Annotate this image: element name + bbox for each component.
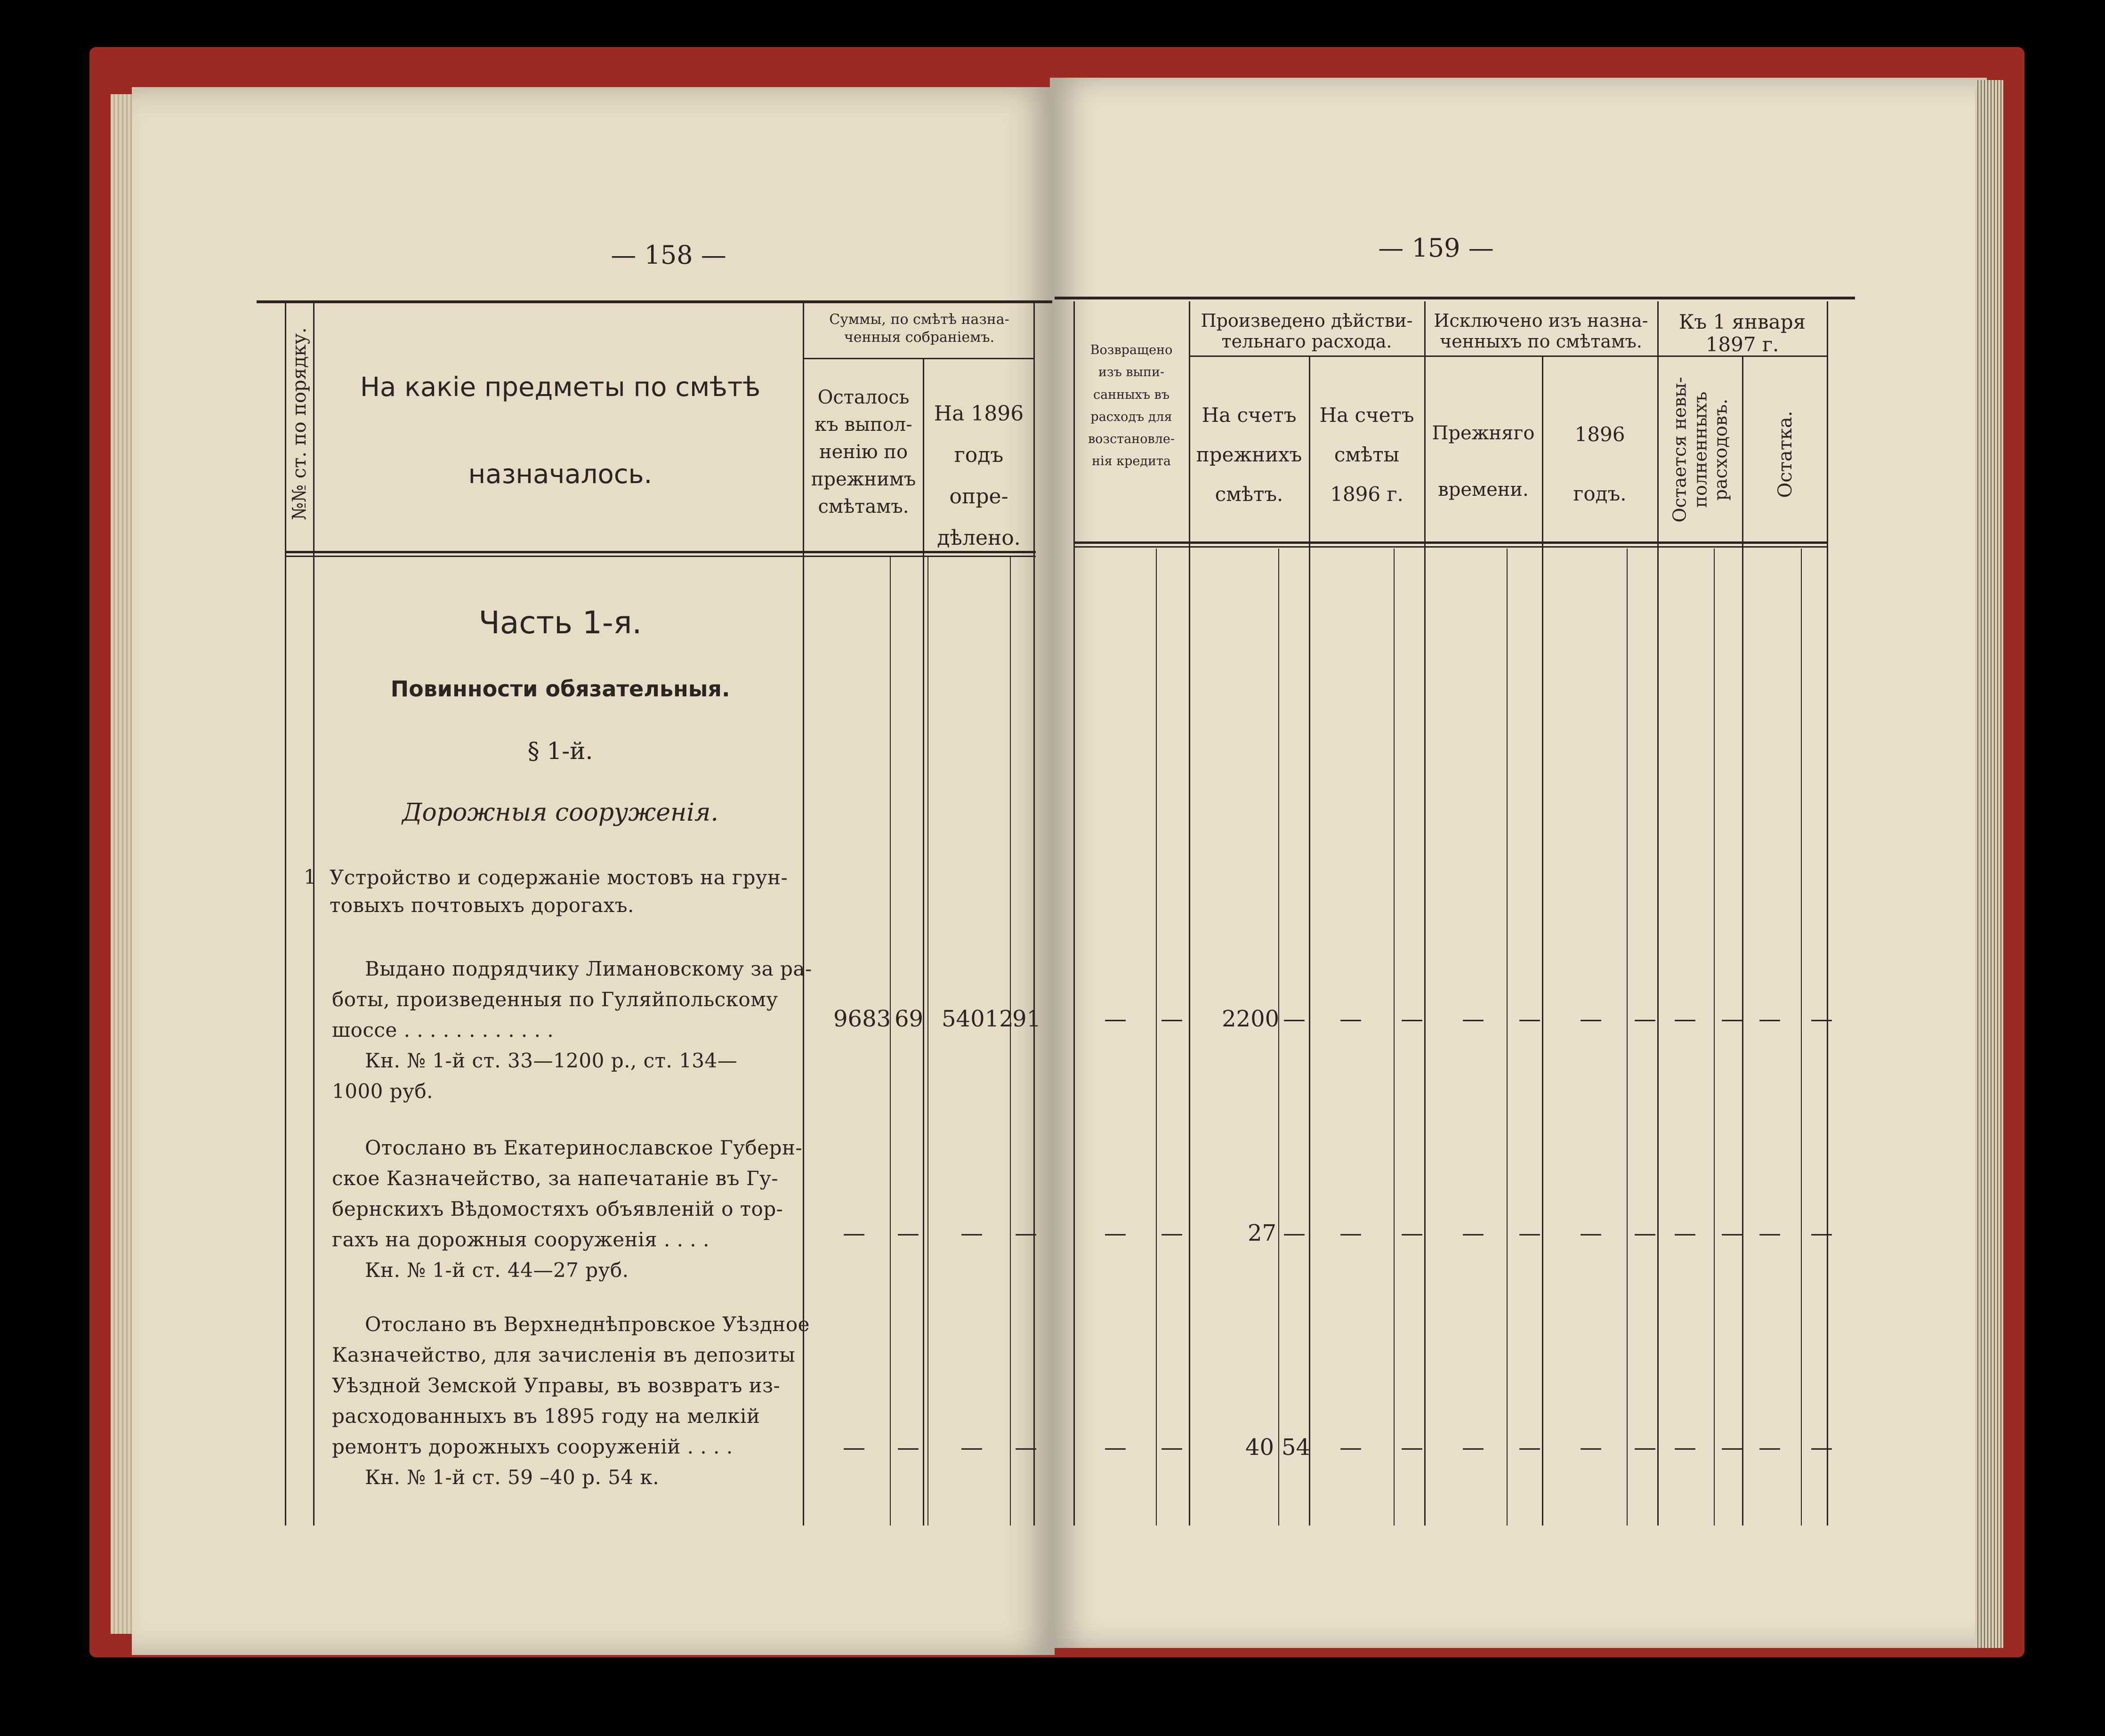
col-header-prev-time: Прежняго времени. (1432, 422, 1535, 501)
group-header-jan-1897: Къ 1 января 1897 г. (1678, 310, 1806, 356)
rest-cell: — (1634, 1434, 1656, 1461)
col-header-estimate-1896: На счетъ смѣты 1896 г. (1319, 404, 1414, 506)
rest-cell: — (1721, 1006, 1743, 1032)
returned-1: — (1104, 1006, 1127, 1032)
col-header-1896: На 1896 годъ опре- дѣлено. (934, 402, 1024, 550)
col-header-items-line2: назначалось. (468, 459, 653, 490)
remained-kop-2: — (897, 1220, 919, 1246)
rest-cell: — (1462, 1220, 1484, 1246)
rest-cell: — (1758, 1434, 1781, 1461)
group-header-sums: Суммы, по смѣтѣ назна- ченныя собраніемъ. (829, 311, 1009, 346)
rest-cell: — (1810, 1220, 1833, 1246)
rest-cell: — (1339, 1434, 1362, 1461)
year-kop-2: — (1015, 1220, 1037, 1246)
table-top-rule-left (257, 300, 1052, 303)
rest-cell: — (1634, 1220, 1656, 1246)
returned-kop-2: — (1161, 1220, 1183, 1246)
returned-kop-3: — (1161, 1434, 1183, 1461)
remained-rub-1: 9683 (833, 1006, 891, 1032)
rest-cell: — (1462, 1434, 1484, 1461)
paragraph-sign: § 1-й. (527, 737, 593, 765)
rest-cell: — (1580, 1220, 1602, 1246)
rest-cell: — (1518, 1434, 1541, 1461)
row-number: 1 (304, 865, 316, 888)
returned-2: — (1104, 1220, 1127, 1246)
col-header-balance: Остатка. (1774, 411, 1796, 498)
prev-rub-2: 27 (1248, 1220, 1277, 1246)
prev-rub-1: 2200 (1222, 1006, 1280, 1032)
remained-rub-2: — (843, 1220, 865, 1246)
entry-2: Отослано въ Екатеринославское Губерн- ское Казначейство, за напечатаніе въ Гу- бернскихъ Вѣдомостяхъ объявленій о тор- гахъ на дорожныя сооруженія . . . . Кн. № 1-й ст. 44—27 руб. (332, 1136, 803, 1282)
year-rub-3: — (960, 1434, 983, 1461)
rest-cell: — (1721, 1220, 1743, 1246)
rest-cell: — (1634, 1006, 1656, 1032)
rest-cell: — (1580, 1434, 1602, 1461)
page-number-left: — 158 — (611, 240, 726, 270)
rest-cell: — (1580, 1006, 1602, 1032)
entry-3: Отослано въ Верхнеднѣпровское Уѣздное Казначейство, для зачисленія въ депозиты Уѣздной Земской Управы, въ возвратъ из- расходованныхъ въ 1895 году на мелкій ремонтъ дорожныхъ сооруженій . . . . Кн. № 1-й ст. 59 –40 р. 54 к. (332, 1313, 810, 1489)
year-rub-1: 54012 (942, 1006, 1014, 1032)
col-header-returned: Возвращено изъ выпи- санныхъ въ расходъ для возстановле- нія кредита (1088, 343, 1175, 469)
prev-rub-3: 40 (1245, 1434, 1274, 1461)
rest-cell: — (1401, 1220, 1423, 1246)
remained-kop-1: 69 (895, 1006, 924, 1032)
year-kop-1: 91 (1012, 1006, 1041, 1032)
rest-cell: — (1758, 1220, 1781, 1246)
rest-cell: — (1674, 1220, 1696, 1246)
section-title: Повинности обязательныя. (390, 676, 730, 702)
page-number-right: — 159 — (1378, 233, 1494, 263)
group-header-spent: Произведено дѣйстви- тельнаго расхода. (1201, 310, 1413, 352)
group-header-excluded: Исключено изъ назна- ченныхъ по смѣтамъ. (1434, 310, 1648, 352)
rest-cell: — (1758, 1006, 1781, 1032)
col-header-items-line1: На какіе предметы по смѣтѣ (360, 372, 761, 403)
rest-cell: — (1462, 1006, 1484, 1032)
rest-cell: — (1518, 1006, 1541, 1032)
entry-1: Выдано подрядчику Лимановскому за ра- боты, произведенныя по Гуляйпольскому шоссе . . . . . . . . . . . . Кн. № 1-й ст. 33—1200 р., ст. 134— 1000 руб. (332, 957, 812, 1103)
returned-kop-1: — (1161, 1006, 1183, 1032)
table-top-rule-right (1055, 297, 1855, 299)
year-kop-3: — (1015, 1434, 1037, 1461)
rest-cell: — (1339, 1220, 1362, 1246)
part-title: Часть 1-я. (478, 605, 642, 641)
rest-cell: — (1401, 1434, 1423, 1461)
col-header-unfulfilled: Остается невы- полненныхъ расходовъ. (1669, 377, 1731, 523)
prev-kop-3: 54 (1282, 1434, 1311, 1461)
year-rub-2: — (960, 1220, 983, 1246)
returned-3: — (1104, 1434, 1127, 1461)
right-page-edges (1975, 80, 2003, 1648)
rest-cell: — (1674, 1434, 1696, 1461)
rest-cell: — (1674, 1006, 1696, 1032)
header-bottom-rule-right (1073, 541, 1827, 544)
remained-kop-3: — (897, 1434, 919, 1461)
remained-rub-3: — (843, 1434, 865, 1461)
item-description: Устройство и содержаніе мостовъ на грун- товыхъ почтовыхъ дорогахъ. (330, 866, 788, 917)
rest-cell: — (1339, 1006, 1362, 1032)
rest-cell: — (1401, 1006, 1423, 1032)
rest-cell: — (1518, 1220, 1541, 1246)
rest-cell: — (1721, 1434, 1743, 1461)
rest-cell: — (1810, 1434, 1833, 1461)
prev-kop-2: — (1283, 1220, 1306, 1246)
col-header-order: №№ ст. по порядку. (289, 327, 310, 520)
prev-kop-1: — (1283, 1006, 1306, 1032)
col-header-prev-estimates: На счетъ прежнихъ смѣтъ. (1196, 404, 1302, 506)
col-header-year-1896: 1896 годъ. (1573, 423, 1627, 505)
col-header-remained: Осталось къ выпол- ненію по прежнимъ смѣтамъ. (811, 387, 916, 517)
subsection-title: Дорожныя сооруженія. (402, 799, 718, 827)
rest-cell: — (1810, 1006, 1833, 1032)
